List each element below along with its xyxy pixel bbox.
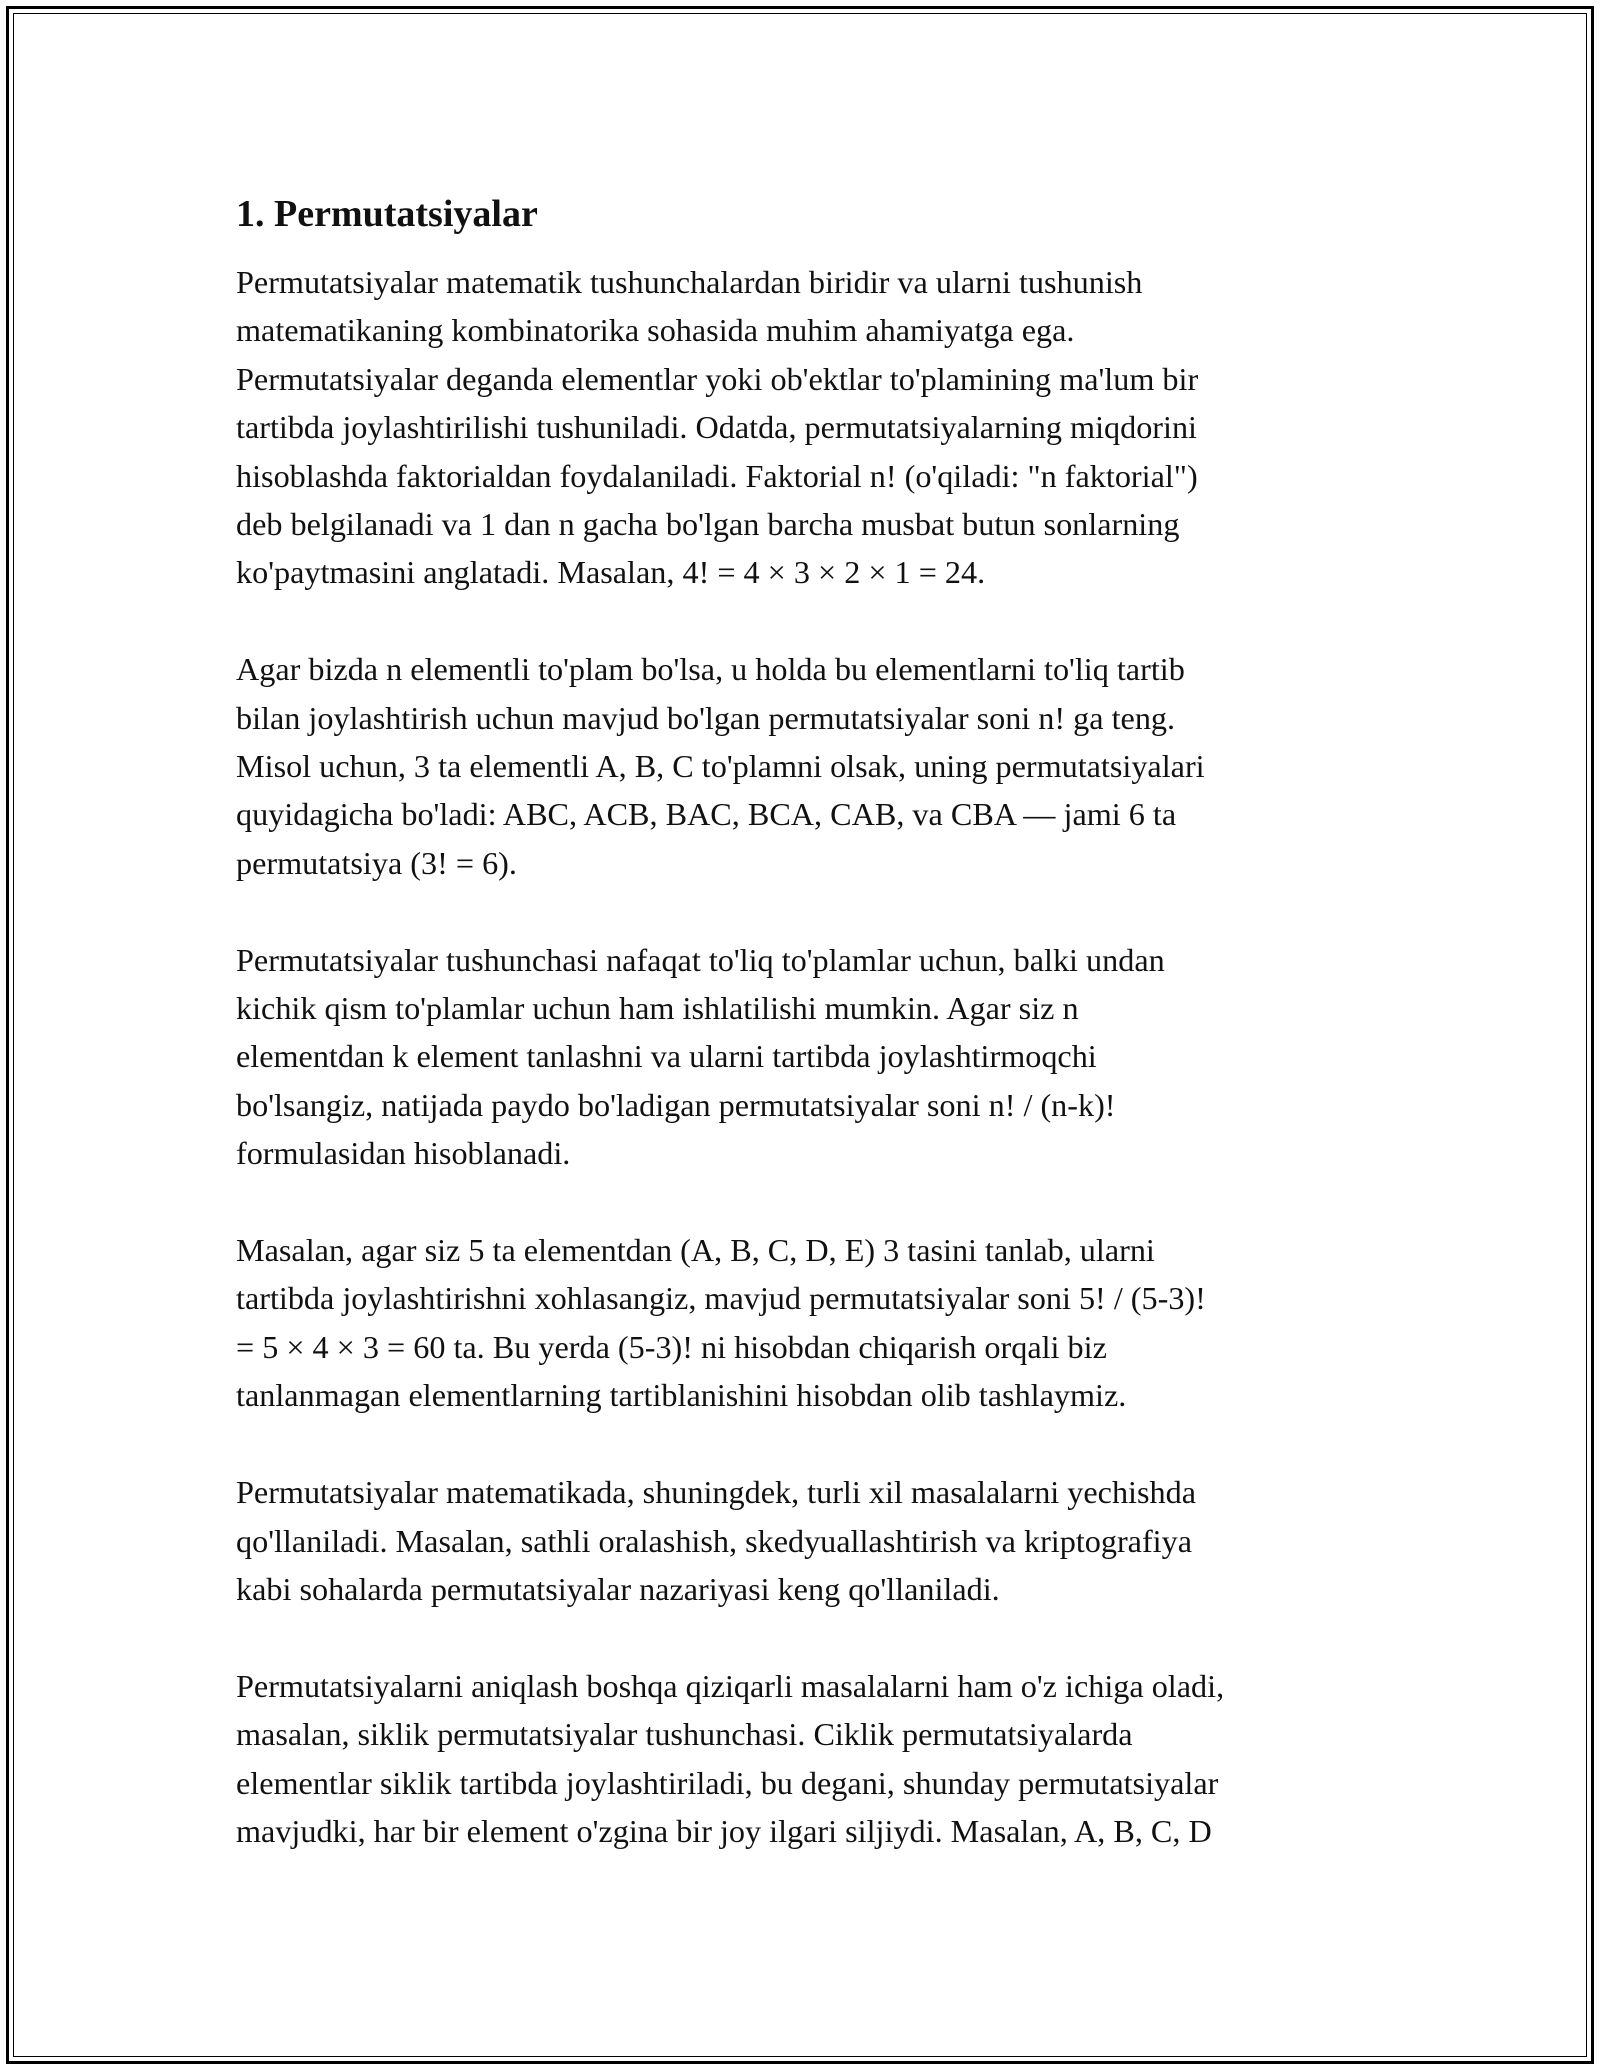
text-line: elementlar siklik tartibda joylashtiriladi, bu degani, shunday permutatsiyalar xyxy=(236,1764,1219,1801)
text-line: hisoblashda faktorialdan foydalaniladi. Faktorial n! (o'qiladi: "n faktorial") xyxy=(236,457,1198,494)
document-body xyxy=(236,188,1396,1904)
text-line: permutatsiya (3! = 6). xyxy=(236,844,517,881)
text-line: tartibda joylashtirilishi tushuniladi. Odatda, permutatsiyalarning miqdorini xyxy=(236,409,1197,446)
text-line: Agar bizda n elementli to'plam bo'lsa, u holda bu elementlarni to'liq tartib xyxy=(236,651,1185,688)
text-line: Masalan, agar siz 5 ta elementdan (A, B, C, D, E) 3 tasini tanlab, ularni xyxy=(236,1232,1155,1269)
text-line: quyidagicha bo'ladi: ABC, ACB, BAC, BCA, CAB, va CBA — jami 6 ta xyxy=(236,796,1177,833)
text-line: masalan, siklik permutatsiyalar tushunchasi. Ciklik permutatsiyalarda xyxy=(236,1716,1133,1753)
text-line: formulasidan hisoblanadi. xyxy=(236,1135,571,1172)
text-line: = 5 × 4 × 3 = 60 ta. Bu yerda (5-3)! ni hisobdan chiqarish orqali biz xyxy=(236,1328,1107,1365)
text-line: Permutatsiyalar matematik tushunchalardan biridir va ularni tushunish xyxy=(236,264,1143,300)
paragraph-list xyxy=(236,258,1396,1855)
paragraph xyxy=(236,936,1396,1178)
paragraph xyxy=(236,1662,1396,1856)
text-line: Permutatsiyalar tushunchasi nafaqat to'liq to'plamlar uchun, balki undan xyxy=(236,941,1165,978)
text-line: bo'lsangiz, natijada paydo bo'ladigan permutatsiyalar soni n! / (n-k)! xyxy=(236,1086,1116,1123)
paragraph xyxy=(236,645,1396,887)
paragraph xyxy=(236,1468,1396,1613)
text-line: mavjudki, har bir element o'zgina bir joy ilgari siljiydi. Masalan, A, B, C, D xyxy=(236,1812,1212,1849)
text-line: Permutatsiyalarni aniqlash boshqa qiziqarli masalalarni ham o'z ichiga oladi, xyxy=(236,1667,1225,1704)
text-line: Misol uchun, 3 ta elementli A, B, C to'plamni olsak, uning permutatsiyalari xyxy=(236,748,1205,785)
text-line: tartibda joylashtirishni xohlasangiz, mavjud permutatsiyalar soni 5! / (5-3)! xyxy=(236,1280,1206,1317)
text-line: bilan joylashtirish uchun mavjud bo'lgan permutatsiyalar soni n! ga teng. xyxy=(236,699,1176,736)
text-line: kichik qism to'plamlar uchun ham ishlatilishi mumkin. Agar siz n xyxy=(236,990,1079,1027)
text-line: Permutatsiyalar matematikada, shuningdek, turli xil masalalarni yechishda xyxy=(236,1474,1196,1511)
text-line: deb belgilanadi va 1 dan n gacha bo'lgan barcha musbat butun sonlarning xyxy=(236,506,1180,543)
text-line: matematikaning kombinatorika sohasida muhim ahamiyatga ega. xyxy=(236,312,1075,349)
section-title: 1. Permutatsiyalar xyxy=(236,193,538,235)
text-line: ko'paytmasini anglatadi. Masalan, 4! = 4 × 3 × 2 × 1 = 24. xyxy=(236,554,986,591)
text-line: kabi sohalarda permutatsiyalar nazariyasi keng qo'llaniladi. xyxy=(236,1570,1000,1607)
paragraph xyxy=(236,1226,1396,1420)
text-line: elementdan k element tanlashni va ularni tartibda joylashtirmoqchi xyxy=(236,1038,1097,1075)
text-line: Permutatsiyalar deganda elementlar yoki ob'ektlar to'plamining ma'lum bir xyxy=(236,360,1199,397)
paragraph xyxy=(236,258,1396,597)
text-line: tanlanmagan elementlarning tartiblanishini hisobdan olib tashlaymiz. xyxy=(236,1377,1127,1414)
text-line: qo'llaniladi. Masalan, sathli oralashish, skedyuallashtirish va kriptografiya xyxy=(236,1522,1193,1559)
